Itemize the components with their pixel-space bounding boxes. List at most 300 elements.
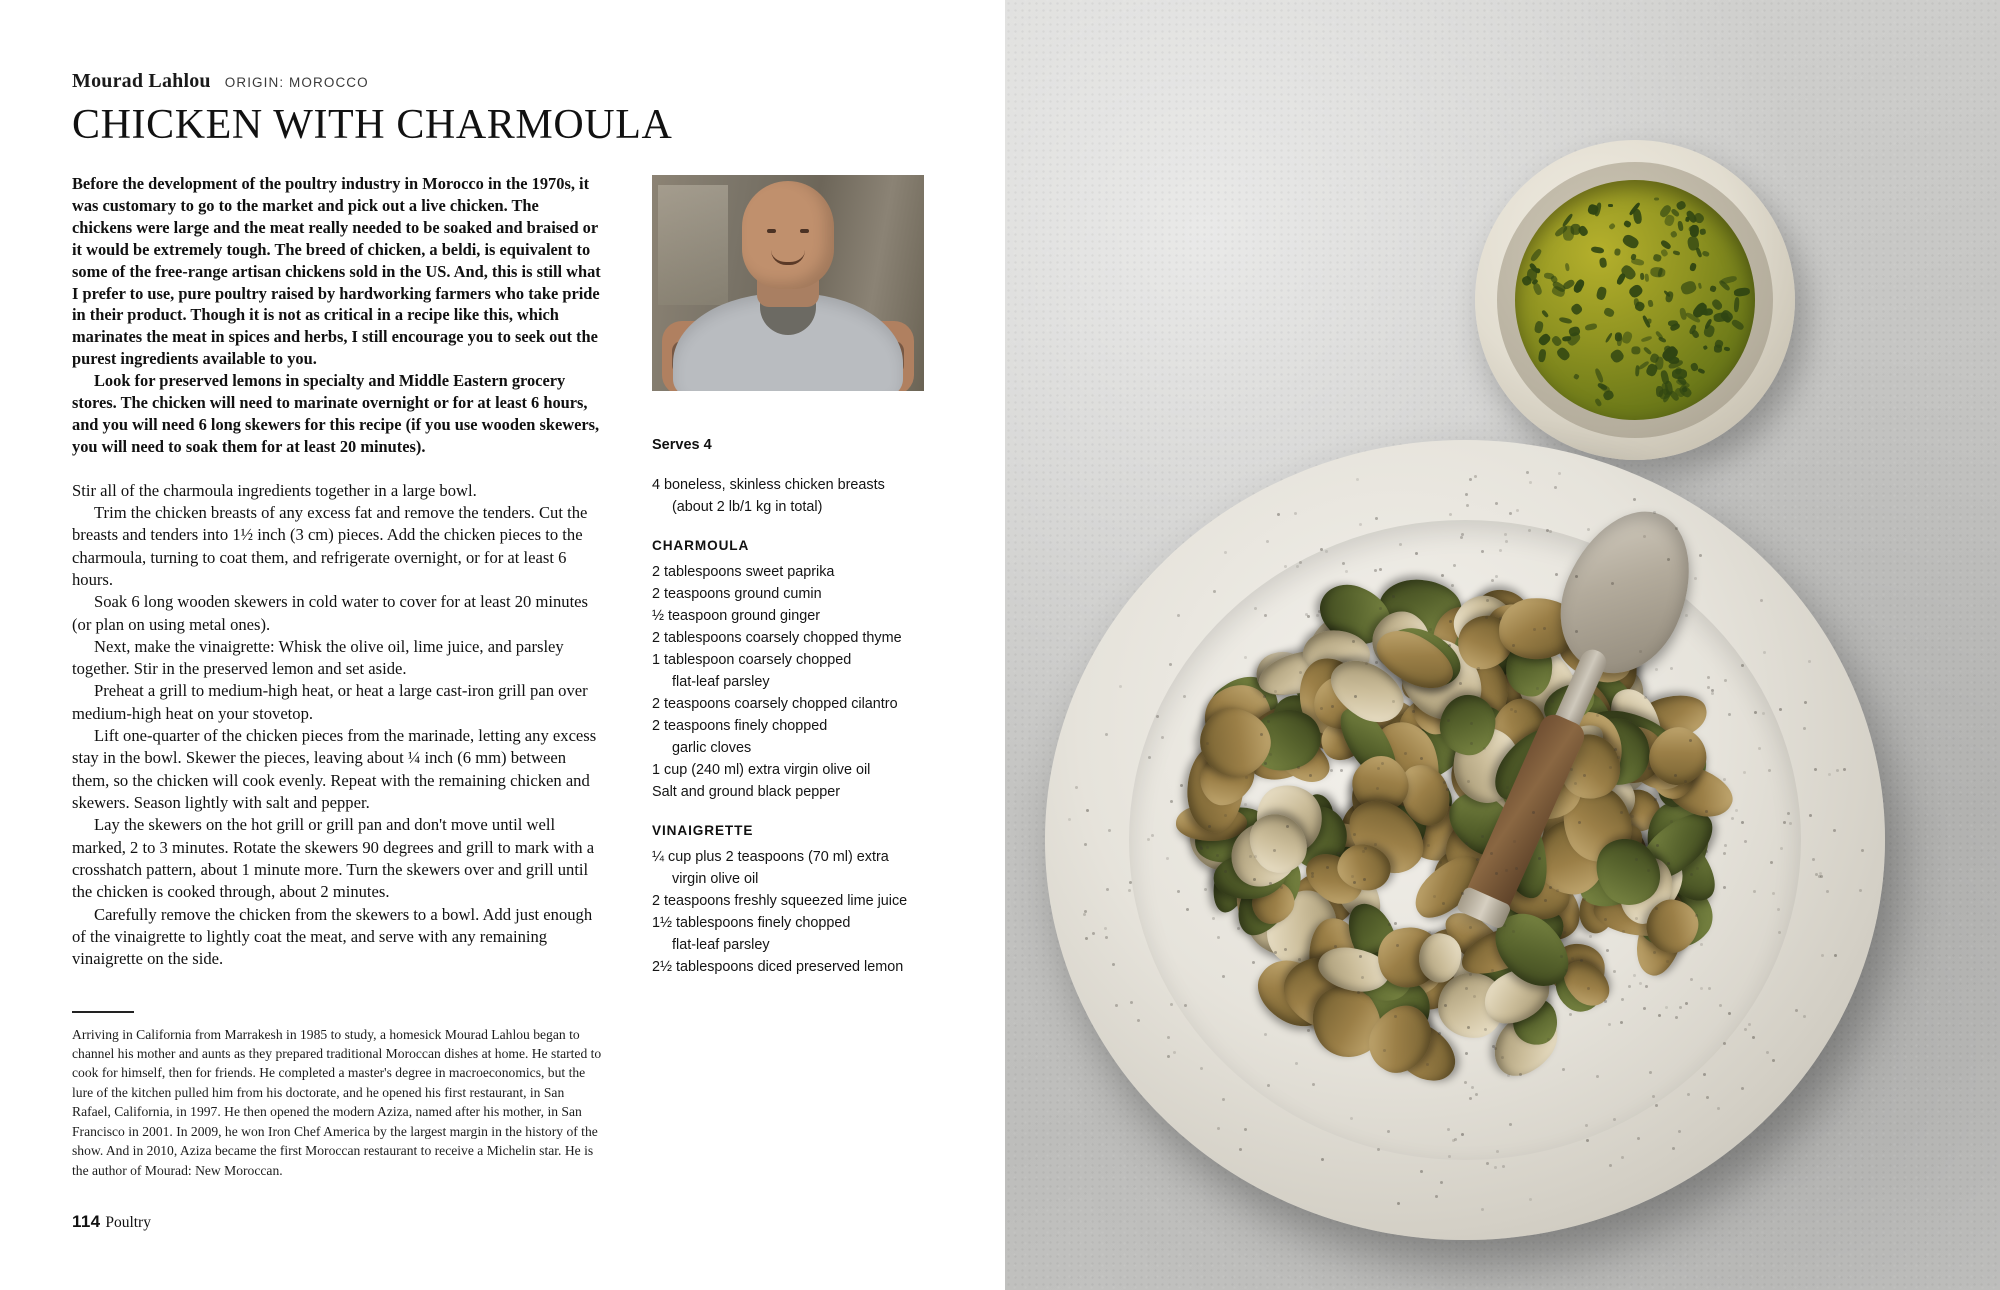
- herb-fleck: [1665, 290, 1675, 303]
- plate-speckle: [1495, 575, 1498, 578]
- plate-speckle: [1444, 1004, 1447, 1007]
- plate-speckle: [1244, 1128, 1247, 1131]
- method-step: Preheat a grill to medium-high heat, or heat a large cast-iron grill pan over medium-high heat on your stovetop.: [72, 681, 588, 723]
- plate-speckle: [1206, 742, 1209, 745]
- herb-fleck: [1699, 229, 1706, 236]
- plate-speckle: [1130, 1001, 1133, 1004]
- plate-speckle: [1237, 927, 1240, 930]
- plate-speckle: [1474, 475, 1477, 478]
- herb-fleck: [1649, 267, 1665, 279]
- plate-speckle: [1549, 886, 1552, 889]
- plate-speckle: [1526, 471, 1529, 474]
- page-title: CHICKEN WITH CHARMOULA: [72, 102, 673, 148]
- plate-speckle: [1485, 616, 1488, 619]
- plate-speckle: [1466, 504, 1469, 507]
- plate-speckle: [1470, 742, 1473, 745]
- plate-speckle: [1571, 957, 1574, 960]
- plate-speckle: [1670, 667, 1673, 670]
- plate-speckle: [1700, 987, 1703, 990]
- plate-speckle: [1724, 844, 1727, 847]
- plate-speckle: [1779, 708, 1782, 711]
- plate-speckle: [1217, 936, 1220, 939]
- herb-fleck: [1679, 280, 1697, 296]
- plate-speckle: [1129, 881, 1132, 884]
- portrait-window-left: [658, 185, 728, 305]
- plate-speckle: [1068, 818, 1071, 821]
- plate-speckle: [1596, 1075, 1599, 1078]
- herb-fleck: [1614, 248, 1621, 256]
- plate-speckle: [1084, 843, 1087, 846]
- plate-speckle: [1705, 810, 1708, 813]
- plate-speckle: [1703, 1073, 1706, 1076]
- herb-fleck: [1607, 204, 1612, 207]
- ingredient-item: 2 tablespoons coarsely chopped thyme: [652, 630, 902, 647]
- plate-speckle: [1532, 811, 1535, 814]
- plate-speckle: [1513, 840, 1516, 843]
- plate-speckle: [1375, 517, 1378, 520]
- plate-speckle: [1277, 513, 1280, 516]
- plate-speckle: [1309, 774, 1312, 777]
- plate-speckle: [1267, 720, 1270, 723]
- bio-text: Arriving in California from Marrakesh in 1985 to study, a homesick Mourad Lahlou began to channel his mother and aunts as they prepared traditional Moroccan dishes at home. He started to cook for himself, then for friends. He completed a master's degree in macroeconomics, but the lure of the kitchen pulled him from his doctorate, and he opened his first restaurant, in San Rafael, California, in 1997. He then opened the modern Aziza, named after his mother, in San Francisco in 2001. In 2009, he won Iron Chef America by the largest margin in the history of the show. And in 2010, Aziza became the first Moroccan restaurant to receive a Michelin star. He is the author of Mourad: New Moroccan.: [72, 1026, 602, 1178]
- plate-speckle: [1299, 671, 1302, 674]
- ingredient-item: flat-leaf parsley: [672, 674, 770, 691]
- plate-speckle: [1778, 931, 1781, 934]
- herb-fleck: [1596, 382, 1608, 391]
- portrait-eye-left: [767, 229, 776, 233]
- plate-speckle: [1609, 1164, 1612, 1167]
- plate-speckle: [1604, 1000, 1607, 1003]
- plate-speckle: [1460, 536, 1463, 539]
- plate-speckle: [1137, 1019, 1140, 1022]
- plate-speckle: [1706, 1096, 1709, 1099]
- herb-fleck: [1653, 253, 1662, 262]
- plate-speckle: [1613, 970, 1616, 973]
- plate-speckle: [1420, 1170, 1423, 1173]
- plate-speckle: [1780, 847, 1783, 850]
- plate-speckle: [1815, 873, 1818, 876]
- plate-speckle: [1494, 1166, 1497, 1169]
- plate-speckle: [1820, 875, 1823, 878]
- ingredient-item: garlic cloves: [672, 740, 752, 757]
- plate-speckle: [1394, 1015, 1397, 1018]
- plate-speckle: [1356, 478, 1359, 481]
- herb-fleck: [1690, 225, 1699, 237]
- herb-fleck: [1594, 398, 1602, 408]
- plate-speckle: [1440, 1181, 1443, 1184]
- herb-fleck: [1701, 250, 1710, 257]
- ingredient-item: 2 teaspoons freshly squeezed lime juice: [652, 893, 908, 910]
- ingredient-item: 2½ tablespoons diced preserved lemon: [652, 959, 904, 976]
- plate-speckle: [1104, 927, 1107, 930]
- herb-fleck: [1533, 320, 1543, 333]
- plate-speckle: [1297, 766, 1300, 769]
- plate-speckle: [1560, 955, 1563, 958]
- herb-fleck: [1551, 335, 1563, 348]
- plate-speckle: [1267, 1084, 1270, 1087]
- plate-speckle: [1614, 748, 1617, 751]
- section-name: Poultry: [105, 1214, 151, 1231]
- plate-speckle: [1383, 1049, 1386, 1052]
- plate-speckle: [1495, 502, 1498, 505]
- herb-fleck: [1602, 306, 1615, 317]
- method-step: Lay the skewers on the hot grill or grill pan and don't move until well marked, 2 to 3 minutes. Rotate the skewers 90 degrees and grill to mark with a crosshatch pattern, about 1 minute more. Turn the skewers over and grill until the chicken is cooked through, about 2 minutes.: [72, 815, 595, 902]
- herb-fleck: [1677, 221, 1684, 232]
- herb-fleck: [1538, 348, 1547, 362]
- herb-fleck: [1630, 258, 1644, 266]
- herb-fleck: [1635, 365, 1639, 376]
- plate-speckle: [1675, 1016, 1678, 1019]
- plate-speckle: [1442, 902, 1445, 905]
- plate-speckle: [1451, 584, 1454, 587]
- plate-speckle: [1253, 878, 1256, 881]
- herb-fleck: [1596, 286, 1608, 301]
- plate-speckle: [1224, 551, 1227, 554]
- plate-speckle: [1177, 890, 1180, 893]
- plate-speckle: [1575, 630, 1578, 633]
- plate-speckle: [1439, 861, 1442, 864]
- herb-fleck: [1616, 272, 1627, 285]
- plate-speckle: [1656, 844, 1659, 847]
- plate-speckle: [1108, 829, 1111, 832]
- plate-speckle: [1783, 821, 1786, 824]
- ingredient-item: 2 teaspoons finely chopped: [652, 718, 828, 735]
- plate-speckle: [1752, 1036, 1755, 1039]
- portrait-head: [742, 181, 834, 289]
- plate-speckle: [1469, 478, 1472, 481]
- plate-speckle: [1397, 1202, 1400, 1205]
- plate-speckle: [1633, 498, 1636, 501]
- herb-fleck: [1632, 208, 1643, 224]
- herb-fleck: [1658, 336, 1667, 343]
- method-step: Soak 6 long wooden skewers in cold water to cover for at least 20 minutes (or plan on using metal ones).: [72, 592, 589, 634]
- plate-speckle: [1611, 582, 1614, 585]
- ingredient-item: 1 cup (240 ml) extra virgin olive oil: [652, 762, 871, 779]
- plate-speckle: [1787, 812, 1790, 815]
- plate-speckle: [1296, 565, 1299, 568]
- plate-speckle: [1647, 869, 1650, 872]
- herb-fleck: [1627, 283, 1644, 300]
- plate-speckle: [1151, 834, 1154, 837]
- herb-fleck: [1641, 336, 1653, 343]
- herb-fleck: [1537, 333, 1551, 347]
- ingredient-item: (about 2 lb/1 kg in total): [672, 499, 823, 516]
- ingredient-item: ½ teaspoon ground ginger: [652, 608, 821, 625]
- plate-speckle: [1486, 1162, 1489, 1165]
- plate-speckle: [1294, 512, 1297, 515]
- plate-speckle: [1105, 733, 1108, 736]
- herb-fleck: [1701, 310, 1708, 315]
- plate-speckle: [1711, 689, 1714, 692]
- plate-speckle: [1507, 1074, 1510, 1077]
- plate-speckle: [1476, 858, 1479, 861]
- method-step: Stir all of the charmoula ingredients together in a large bowl.: [72, 480, 477, 500]
- plate-speckle: [1170, 800, 1173, 803]
- plate-speckle: [1206, 846, 1209, 849]
- plate-speckle: [1105, 936, 1108, 939]
- plate-speckle: [1719, 1004, 1722, 1007]
- herb-fleck: [1565, 263, 1570, 272]
- herb-fleck: [1623, 219, 1632, 227]
- method-step: Trim the chicken breasts of any excess fat and remove the tenders. Cut the breasts and tenders into 1½ inch (3 cm) pieces. Add the chicken pieces to the charmoula, turning to coat them, and refrigerate overnight, or for at least 6 hours.: [72, 502, 588, 589]
- plate-speckle: [1648, 767, 1651, 770]
- plate-speckle: [1396, 944, 1399, 947]
- plate-speckle: [1760, 599, 1763, 602]
- plate-speckle: [1465, 842, 1468, 845]
- plate-speckle: [1469, 1097, 1472, 1100]
- plate-speckle: [1621, 1156, 1624, 1159]
- plate-speckle: [1491, 579, 1494, 582]
- plate-speckle: [1596, 714, 1599, 717]
- plate-speckle: [1589, 935, 1592, 938]
- plate-speckle: [1633, 974, 1636, 977]
- sauce-bowl: [1475, 140, 1795, 460]
- headnote: [72, 173, 602, 458]
- ingredient-group-heading: VINAIGRETTE: [652, 823, 754, 839]
- herb-fleck: [1685, 217, 1690, 223]
- herb-fleck: [1660, 238, 1673, 250]
- plate-speckle: [1320, 707, 1323, 710]
- plate-speckle: [1216, 854, 1219, 857]
- plate-speckle: [1741, 821, 1744, 824]
- plate-speckle: [1239, 1148, 1242, 1151]
- plate-speckle: [1299, 561, 1302, 564]
- herb-fleck: [1558, 316, 1572, 324]
- plate-speckle: [1836, 769, 1839, 772]
- plate-speckle: [1469, 926, 1472, 929]
- ingredient-item: 1 tablespoon coarsely chopped: [652, 652, 852, 669]
- plate-speckle: [1510, 708, 1513, 711]
- plate-speckle: [1244, 656, 1247, 659]
- herb-fleck: [1555, 345, 1571, 361]
- plate-speckle: [1446, 788, 1449, 791]
- plate-speckle: [1112, 963, 1115, 966]
- plate-speckle: [1803, 1015, 1806, 1018]
- herb-fleck: [1730, 318, 1745, 331]
- plate-speckle: [1690, 873, 1693, 876]
- plate-speckle: [1545, 704, 1548, 707]
- plate-speckle: [1554, 486, 1557, 489]
- headnote-paragraph: Before the development of the poultry industry in Morocco in the 1970s, it was customary to go to the market and pick out a live chicken. The chickens were large and the meat really needed to be soaked and braised or it would be extremely tough. The breed of chicken, a beldi, is equivalent to some of the free-range artisan chickens sold in the US. And, this is still what I prefer to use, pure poultry raised by hardworking farmers who take pride in their product. Though it is not as critical in a recipe like this, which marinates the meat in spices and herbs, I still encourage you to seek out the purest ingredients available to you.: [72, 174, 601, 369]
- plate-speckle: [1509, 1123, 1512, 1126]
- plate-speckle: [1083, 913, 1086, 916]
- herb-fleck: [1570, 302, 1584, 316]
- plate-speckle: [1861, 849, 1864, 852]
- herb-fleck: [1675, 200, 1687, 211]
- plate-speckle: [1284, 565, 1287, 568]
- plate-speckle: [1724, 679, 1727, 682]
- herb-fleck: [1570, 224, 1581, 235]
- plate-speckle: [1499, 617, 1502, 620]
- plate-speckle: [1828, 773, 1831, 776]
- plate-speckle: [1533, 628, 1536, 631]
- plate-speckle: [1826, 890, 1829, 893]
- plate-speckle: [1491, 969, 1494, 972]
- herb-fleck: [1733, 287, 1750, 297]
- herb-fleck: [1647, 300, 1653, 308]
- herb-fleck: [1543, 272, 1554, 280]
- plate-speckle: [1583, 898, 1586, 901]
- plate-speckle: [1812, 858, 1815, 861]
- herb-fleck: [1698, 368, 1705, 374]
- plate-speckle: [1516, 509, 1519, 512]
- ingredient-item: Salt and ground black pepper: [652, 784, 841, 801]
- plate-speckle: [1377, 767, 1380, 770]
- herb-fleck: [1609, 347, 1626, 364]
- plate-speckle: [1426, 1063, 1429, 1066]
- plate-speckle: [1449, 513, 1452, 516]
- plate-speckle: [1177, 614, 1180, 617]
- plate-speckle: [1808, 660, 1811, 663]
- plate-speckle: [1119, 685, 1122, 688]
- plate-speckle: [1575, 575, 1578, 578]
- plate-speckle: [1684, 780, 1687, 783]
- plate-speckle: [1465, 987, 1468, 990]
- plate-speckle: [1477, 667, 1480, 670]
- ingredient-item: 2 teaspoons coarsely chopped cilantro: [652, 696, 898, 713]
- plate-speckle: [1762, 712, 1765, 715]
- herb-fleck: [1572, 278, 1586, 294]
- bio-divider: [72, 1011, 134, 1013]
- plate-speckle: [1148, 756, 1151, 759]
- herb-fleck: [1631, 346, 1640, 354]
- herb-fleck: [1634, 298, 1639, 307]
- serves-label: Serves 4: [652, 437, 712, 454]
- plate-speckle: [1772, 1059, 1775, 1062]
- plate-speckle: [1617, 756, 1620, 759]
- plate-speckle: [1484, 1028, 1487, 1031]
- plate-speckle: [1449, 620, 1452, 623]
- byline: [72, 70, 935, 93]
- plate-speckle: [1325, 550, 1328, 553]
- plate-speckle: [1586, 1139, 1589, 1142]
- method-step: Carefully remove the chicken from the skewers to a bowl. Add just enough of the vinaigrette to lightly coat the meat, and serve with any remaining vinaigrette on the side.: [72, 904, 593, 969]
- plate-speckle: [1699, 554, 1702, 557]
- herb-fleck: [1615, 332, 1622, 341]
- herb-fleck: [1689, 263, 1697, 272]
- plate-speckle: [1543, 627, 1546, 630]
- plate-speckle: [1606, 949, 1609, 952]
- plate-speckle: [1804, 701, 1807, 704]
- herb-fleck: [1734, 297, 1740, 313]
- plate-speckle: [1354, 695, 1357, 698]
- portrait-eye-right: [800, 229, 809, 233]
- plate-speckle: [1464, 1081, 1467, 1084]
- plate-speckle: [1321, 1158, 1324, 1161]
- page-number: 114: [72, 1212, 101, 1231]
- herb-fleck: [1620, 330, 1633, 345]
- herb-fleck: [1594, 368, 1604, 384]
- herb-fleck: [1599, 257, 1608, 268]
- author-bio: [72, 1011, 602, 1181]
- plate-speckle: [1529, 1198, 1532, 1201]
- herb-fleck: [1714, 345, 1722, 353]
- plate-speckle: [1766, 1051, 1769, 1054]
- plate-speckle: [1359, 523, 1362, 526]
- herb-fleck: [1640, 273, 1645, 280]
- plate-speckle: [1705, 850, 1708, 853]
- plate-speckle: [1643, 1007, 1646, 1010]
- herb-fleck: [1720, 275, 1737, 284]
- herb-fleck: [1672, 250, 1680, 256]
- plate-speckle: [1320, 548, 1323, 551]
- plate-speckle: [1075, 786, 1078, 789]
- ingredient-item: 2 teaspoons ground cumin: [652, 586, 822, 603]
- plate-speckle: [1645, 985, 1648, 988]
- plate-speckle: [1427, 844, 1430, 847]
- plate-speckle: [1399, 543, 1402, 546]
- plate-speckle: [1505, 540, 1508, 543]
- ingredient-item: 2 tablespoons sweet paprika: [652, 564, 835, 581]
- plate-speckle: [1558, 472, 1561, 475]
- method-step: Lift one-quarter of the chicken pieces from the marinade, letting any excess stay in the bowl. Skewer the pieces, leaving about ¼ inch (6 mm) between them, so the chicken will cook evenly. Repeat with the remaining chicken and skewers. Season lightly with salt and pepper.: [72, 726, 597, 813]
- plate-speckle: [1085, 937, 1088, 940]
- plate-speckle: [1453, 564, 1456, 567]
- plate-speckle: [1377, 1148, 1380, 1151]
- herb-fleck: [1604, 332, 1613, 343]
- plate-speckle: [1264, 762, 1267, 765]
- folio: [72, 1212, 151, 1232]
- plate-speckle: [1711, 692, 1714, 695]
- plate-speckle: [1494, 1047, 1497, 1050]
- plate-speckle: [1672, 1147, 1675, 1150]
- herb-fleck: [1697, 282, 1701, 288]
- plate-speckle: [1244, 803, 1247, 806]
- plate-speckle: [1311, 875, 1314, 878]
- plate-speckle: [1707, 686, 1710, 689]
- plate-speckle: [1570, 768, 1573, 771]
- plate-speckle: [1452, 1139, 1455, 1142]
- plate-speckle: [1637, 1137, 1640, 1140]
- plate-speckle: [1128, 889, 1131, 892]
- plate-speckle: [1717, 1107, 1720, 1110]
- plate-speckle: [1086, 809, 1089, 812]
- plate-speckle: [1263, 695, 1266, 698]
- plate-speckle: [1465, 493, 1468, 496]
- plate-speckle: [1351, 875, 1354, 878]
- main-column: [72, 173, 602, 1180]
- charmoula-sauce: [1515, 180, 1755, 420]
- plate-speckle: [1803, 727, 1806, 730]
- plate-speckle: [1609, 766, 1612, 769]
- plate-speckle: [1224, 870, 1227, 873]
- plate-speckle: [1694, 577, 1697, 580]
- method-steps: [72, 480, 602, 971]
- plate-speckle: [1379, 607, 1382, 610]
- plate-speckle: [1562, 1068, 1565, 1071]
- plate-speckle: [1199, 845, 1202, 848]
- plate-speckle: [1084, 910, 1087, 913]
- plate-speckle: [1690, 978, 1693, 981]
- herb-fleck: [1702, 345, 1708, 350]
- recipe-photo-page: [1005, 0, 2000, 1290]
- plate-speckle: [1687, 1093, 1690, 1096]
- ingredient-item: 1½ tablespoons finely chopped: [652, 915, 851, 932]
- plate-speckle: [1200, 1067, 1203, 1070]
- plate-speckle: [1723, 852, 1726, 855]
- plate-speckle: [1334, 945, 1337, 948]
- plate-speckle: [1675, 527, 1678, 530]
- herb-fleck: [1530, 247, 1543, 262]
- plate-speckle: [1387, 1130, 1390, 1133]
- plate-speckle: [1337, 852, 1340, 855]
- plate-speckle: [1375, 661, 1378, 664]
- ingredient-item: ¼ cup plus 2 teaspoons (70 ml) extra: [652, 849, 889, 866]
- plate-speckle: [1106, 888, 1109, 891]
- plate-speckle: [1496, 1150, 1499, 1153]
- plate-speckle: [1695, 914, 1698, 917]
- plate-speckle: [1654, 798, 1657, 801]
